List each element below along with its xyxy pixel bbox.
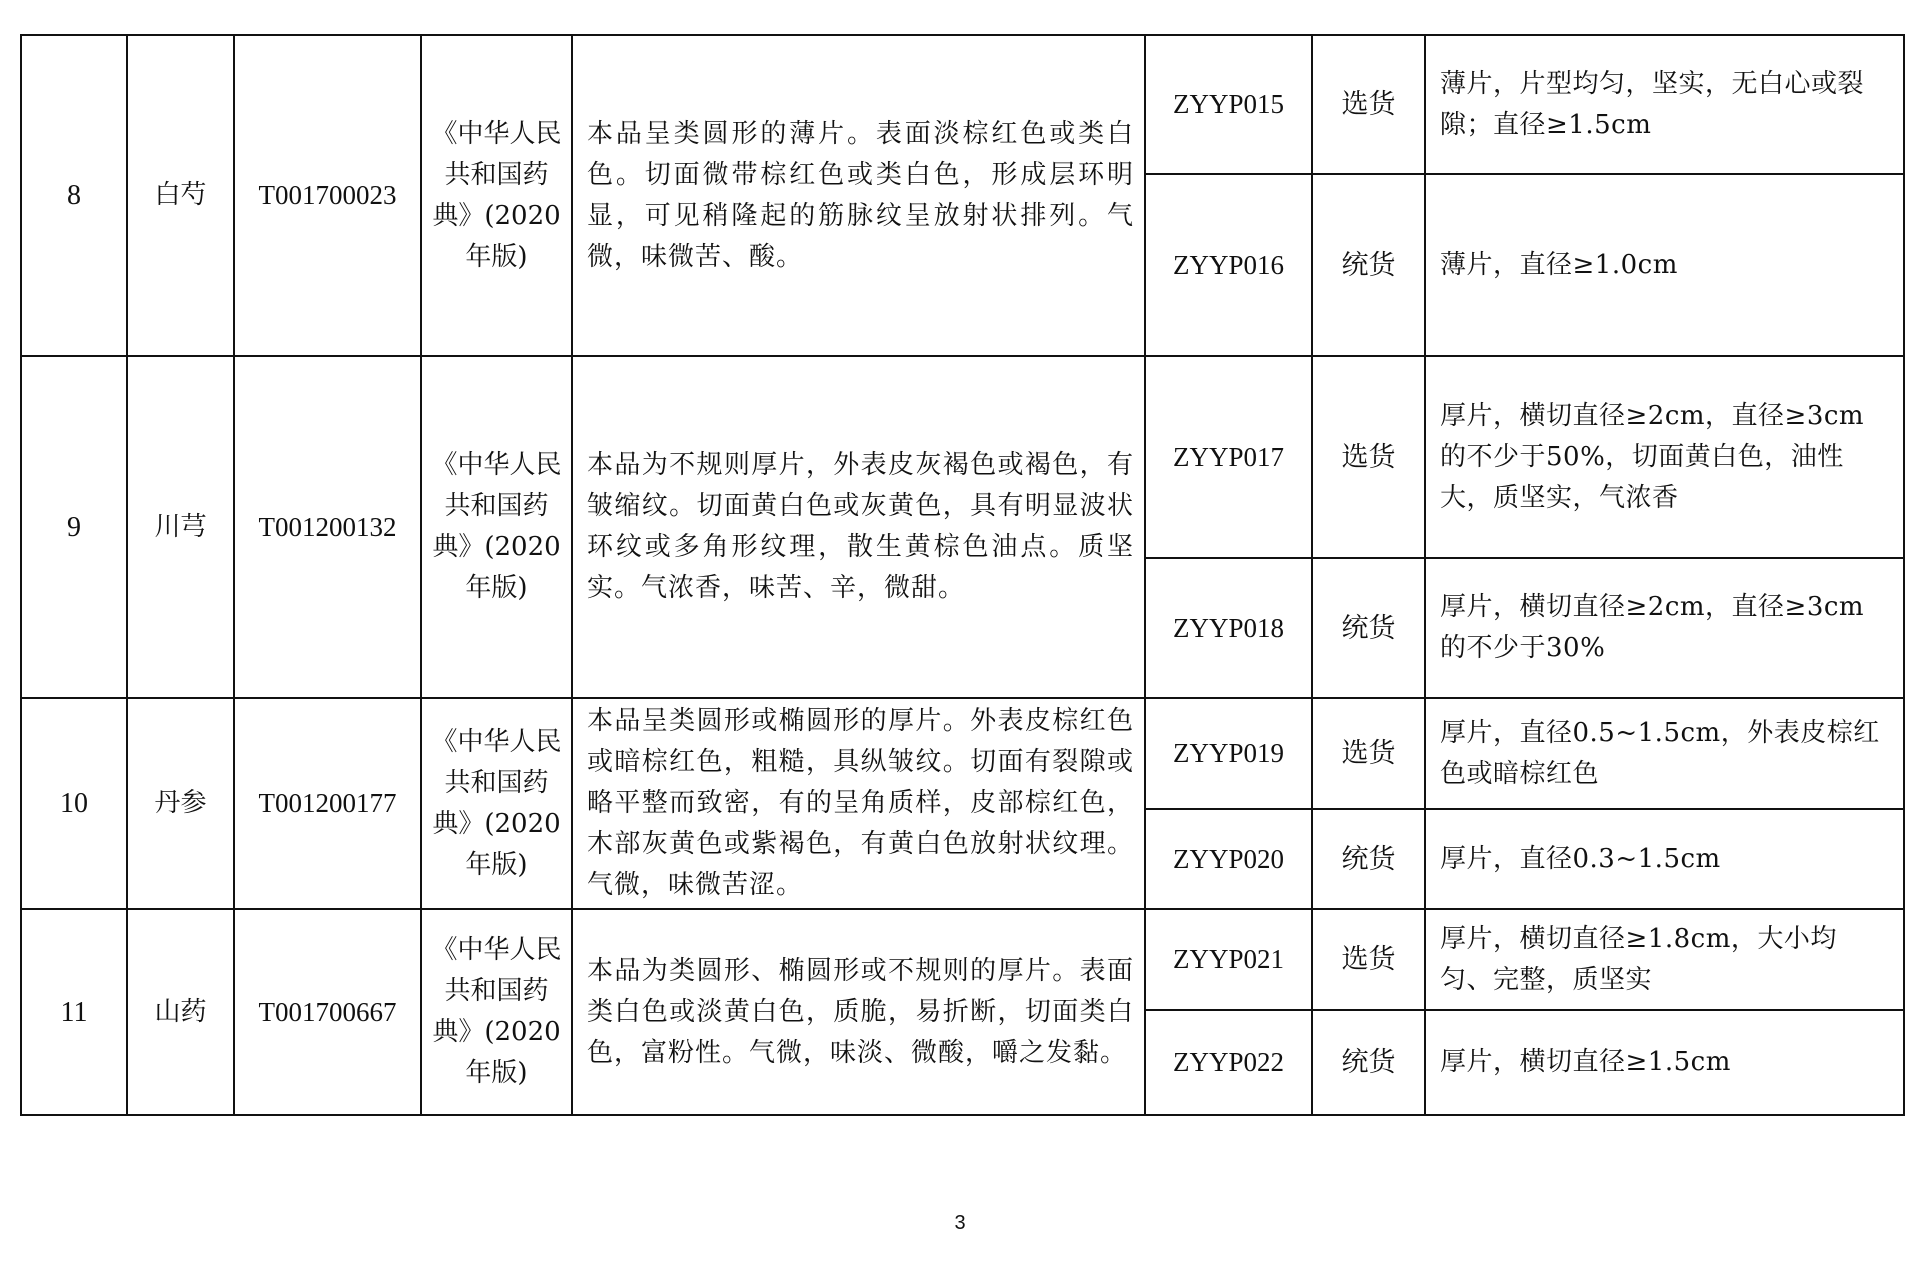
spec-id: ZYYP018	[1145, 558, 1312, 698]
page-number: 3	[954, 1212, 966, 1234]
spec-grade: 选货	[1312, 356, 1425, 558]
spec-id: ZYYP020	[1145, 809, 1312, 909]
herb-code: T001200132	[234, 356, 421, 698]
row-number: 8	[21, 35, 127, 356]
spec-requirement: 厚片，直径0.5~1.5cm，外表皮棕红色或暗棕红色	[1425, 698, 1904, 809]
spec-grade: 统货	[1312, 558, 1425, 698]
standard-reference: 《中华人民共和国药典》(2020年版)	[421, 909, 572, 1115]
table-row	[21, 35, 1904, 174]
spec-requirement: 厚片，横切直径≥2cm，直径≥3cm的不少于30%	[1425, 558, 1904, 698]
herb-name: 白芍	[127, 35, 234, 356]
herb-spec-table	[20, 34, 1905, 1116]
spec-requirement: 厚片，横切直径≥1.5cm	[1425, 1010, 1904, 1115]
table-row	[21, 909, 1904, 1010]
row-number: 11	[21, 909, 127, 1115]
spec-grade: 选货	[1312, 698, 1425, 809]
spec-grade: 选货	[1312, 35, 1425, 174]
herb-code: T001700667	[234, 909, 421, 1115]
herb-description: 本品为类圆形、椭圆形或不规则的厚片。表面类白色或淡黄白色，质脆，易折断，切面类白色，富粉性。气微，味淡、微酸，嚼之发黏。	[572, 909, 1145, 1115]
spec-id: ZYYP015	[1145, 35, 1312, 174]
spec-requirement: 薄片，直径≥1.0cm	[1425, 174, 1904, 356]
herb-code: T001200177	[234, 698, 421, 909]
herb-name: 山药	[127, 909, 234, 1115]
spec-grade: 统货	[1312, 174, 1425, 356]
spec-id: ZYYP019	[1145, 698, 1312, 809]
spec-grade: 统货	[1312, 809, 1425, 909]
herb-description: 本品为不规则厚片，外表皮灰褐色或褐色，有皱缩纹。切面黄白色或灰黄色，具有明显波状环纹或多角形纹理，散生黄棕色油点。质坚实。气浓香，味苦、辛，微甜。	[572, 356, 1145, 698]
spec-id: ZYYP022	[1145, 1010, 1312, 1115]
spec-grade: 选货	[1312, 909, 1425, 1010]
herb-description: 本品呈类圆形的薄片。表面淡棕红色或类白色。切面微带棕红色或类白色，形成层环明显，可见稍隆起的筋脉纹呈放射状排列。气微，味微苦、酸。	[572, 35, 1145, 356]
herb-code: T001700023	[234, 35, 421, 356]
row-number: 10	[21, 698, 127, 909]
spec-requirement: 薄片，片型均匀，坚实，无白心或裂隙；直径≥1.5cm	[1425, 35, 1904, 174]
spec-requirement: 厚片，横切直径≥1.8cm，大小均匀、完整，质坚实	[1425, 909, 1904, 1010]
table-row	[21, 356, 1904, 558]
spec-id: ZYYP021	[1145, 909, 1312, 1010]
row-number: 9	[21, 356, 127, 698]
table-row	[21, 698, 1904, 809]
spec-requirement: 厚片，直径0.3~1.5cm	[1425, 809, 1904, 909]
standard-reference: 《中华人民共和国药典》(2020年版)	[421, 698, 572, 909]
herb-name: 川芎	[127, 356, 234, 698]
standard-reference: 《中华人民共和国药典》(2020年版)	[421, 356, 572, 698]
herb-spec-table-container	[20, 34, 1903, 1114]
herb-description: 本品呈类圆形或椭圆形的厚片。外表皮棕红色或暗棕红色，粗糙，具纵皱纹。切面有裂隙或略平整而致密，有的呈角质样，皮部棕红色，木部灰黄色或紫褐色，有黄白色放射状纹理。气微，味微苦涩。	[572, 698, 1145, 909]
spec-id: ZYYP016	[1145, 174, 1312, 356]
standard-reference: 《中华人民共和国药典》(2020年版)	[421, 35, 572, 356]
herb-name: 丹参	[127, 698, 234, 909]
spec-id: ZYYP017	[1145, 356, 1312, 558]
spec-grade: 统货	[1312, 1010, 1425, 1115]
spec-requirement: 厚片，横切直径≥2cm，直径≥3cm的不少于50%，切面黄白色，油性大，质坚实，气浓香	[1425, 356, 1904, 558]
